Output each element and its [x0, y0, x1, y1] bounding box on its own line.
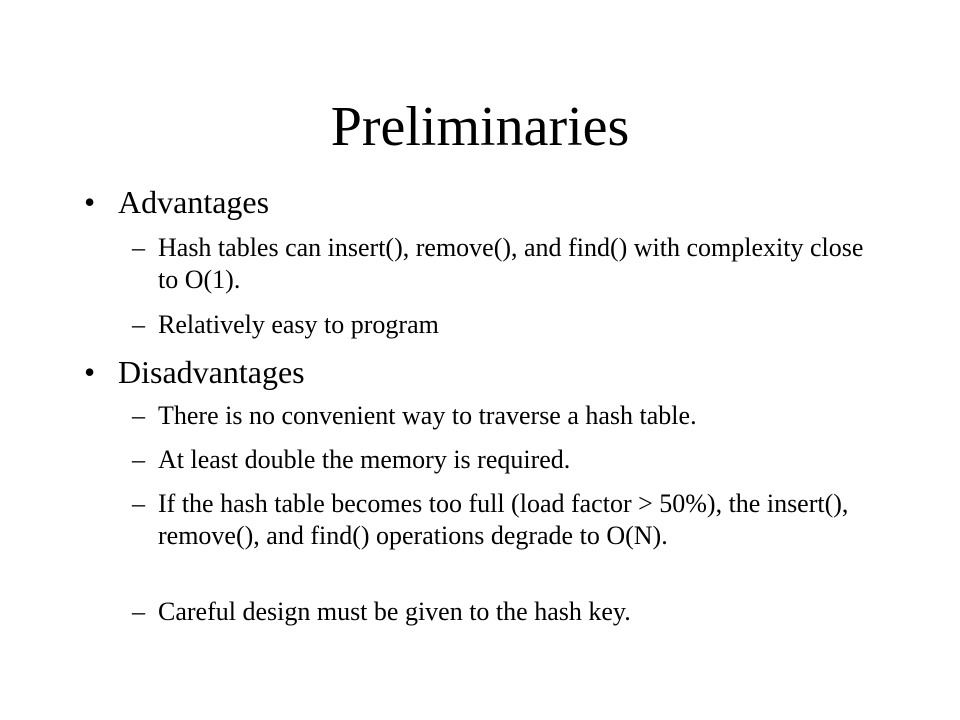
dash-mark: –	[132, 445, 145, 474]
dash-mark: –	[132, 233, 145, 262]
list-item-text: Relatively easy to program	[158, 310, 439, 339]
bullet-mark: •	[84, 184, 96, 220]
bullet-heading: Advantages	[118, 184, 270, 220]
list-item-text: There is no convenient way to traverse a hash table.	[158, 401, 697, 430]
slide-title: Preliminaries	[330, 96, 630, 158]
bullet-heading: Disadvantages	[118, 354, 305, 390]
dash-mark: –	[132, 401, 145, 430]
dash-mark: –	[132, 489, 145, 518]
bullet-mark: •	[84, 354, 96, 390]
list-item-text: If the hash table becomes too full (load factor > 50%), the insert(), remove(), and find() operations degrade to O(N).	[158, 489, 849, 550]
list-item-text: Hash tables can insert(), remove(), and find() with complexity close to O(1).	[158, 233, 864, 294]
dash-mark: –	[132, 597, 145, 626]
list-item-text: At least double the memory is required.	[158, 445, 571, 474]
list-item-text: Careful design must be given to the hash key.	[158, 597, 631, 626]
dash-mark: –	[132, 310, 145, 339]
